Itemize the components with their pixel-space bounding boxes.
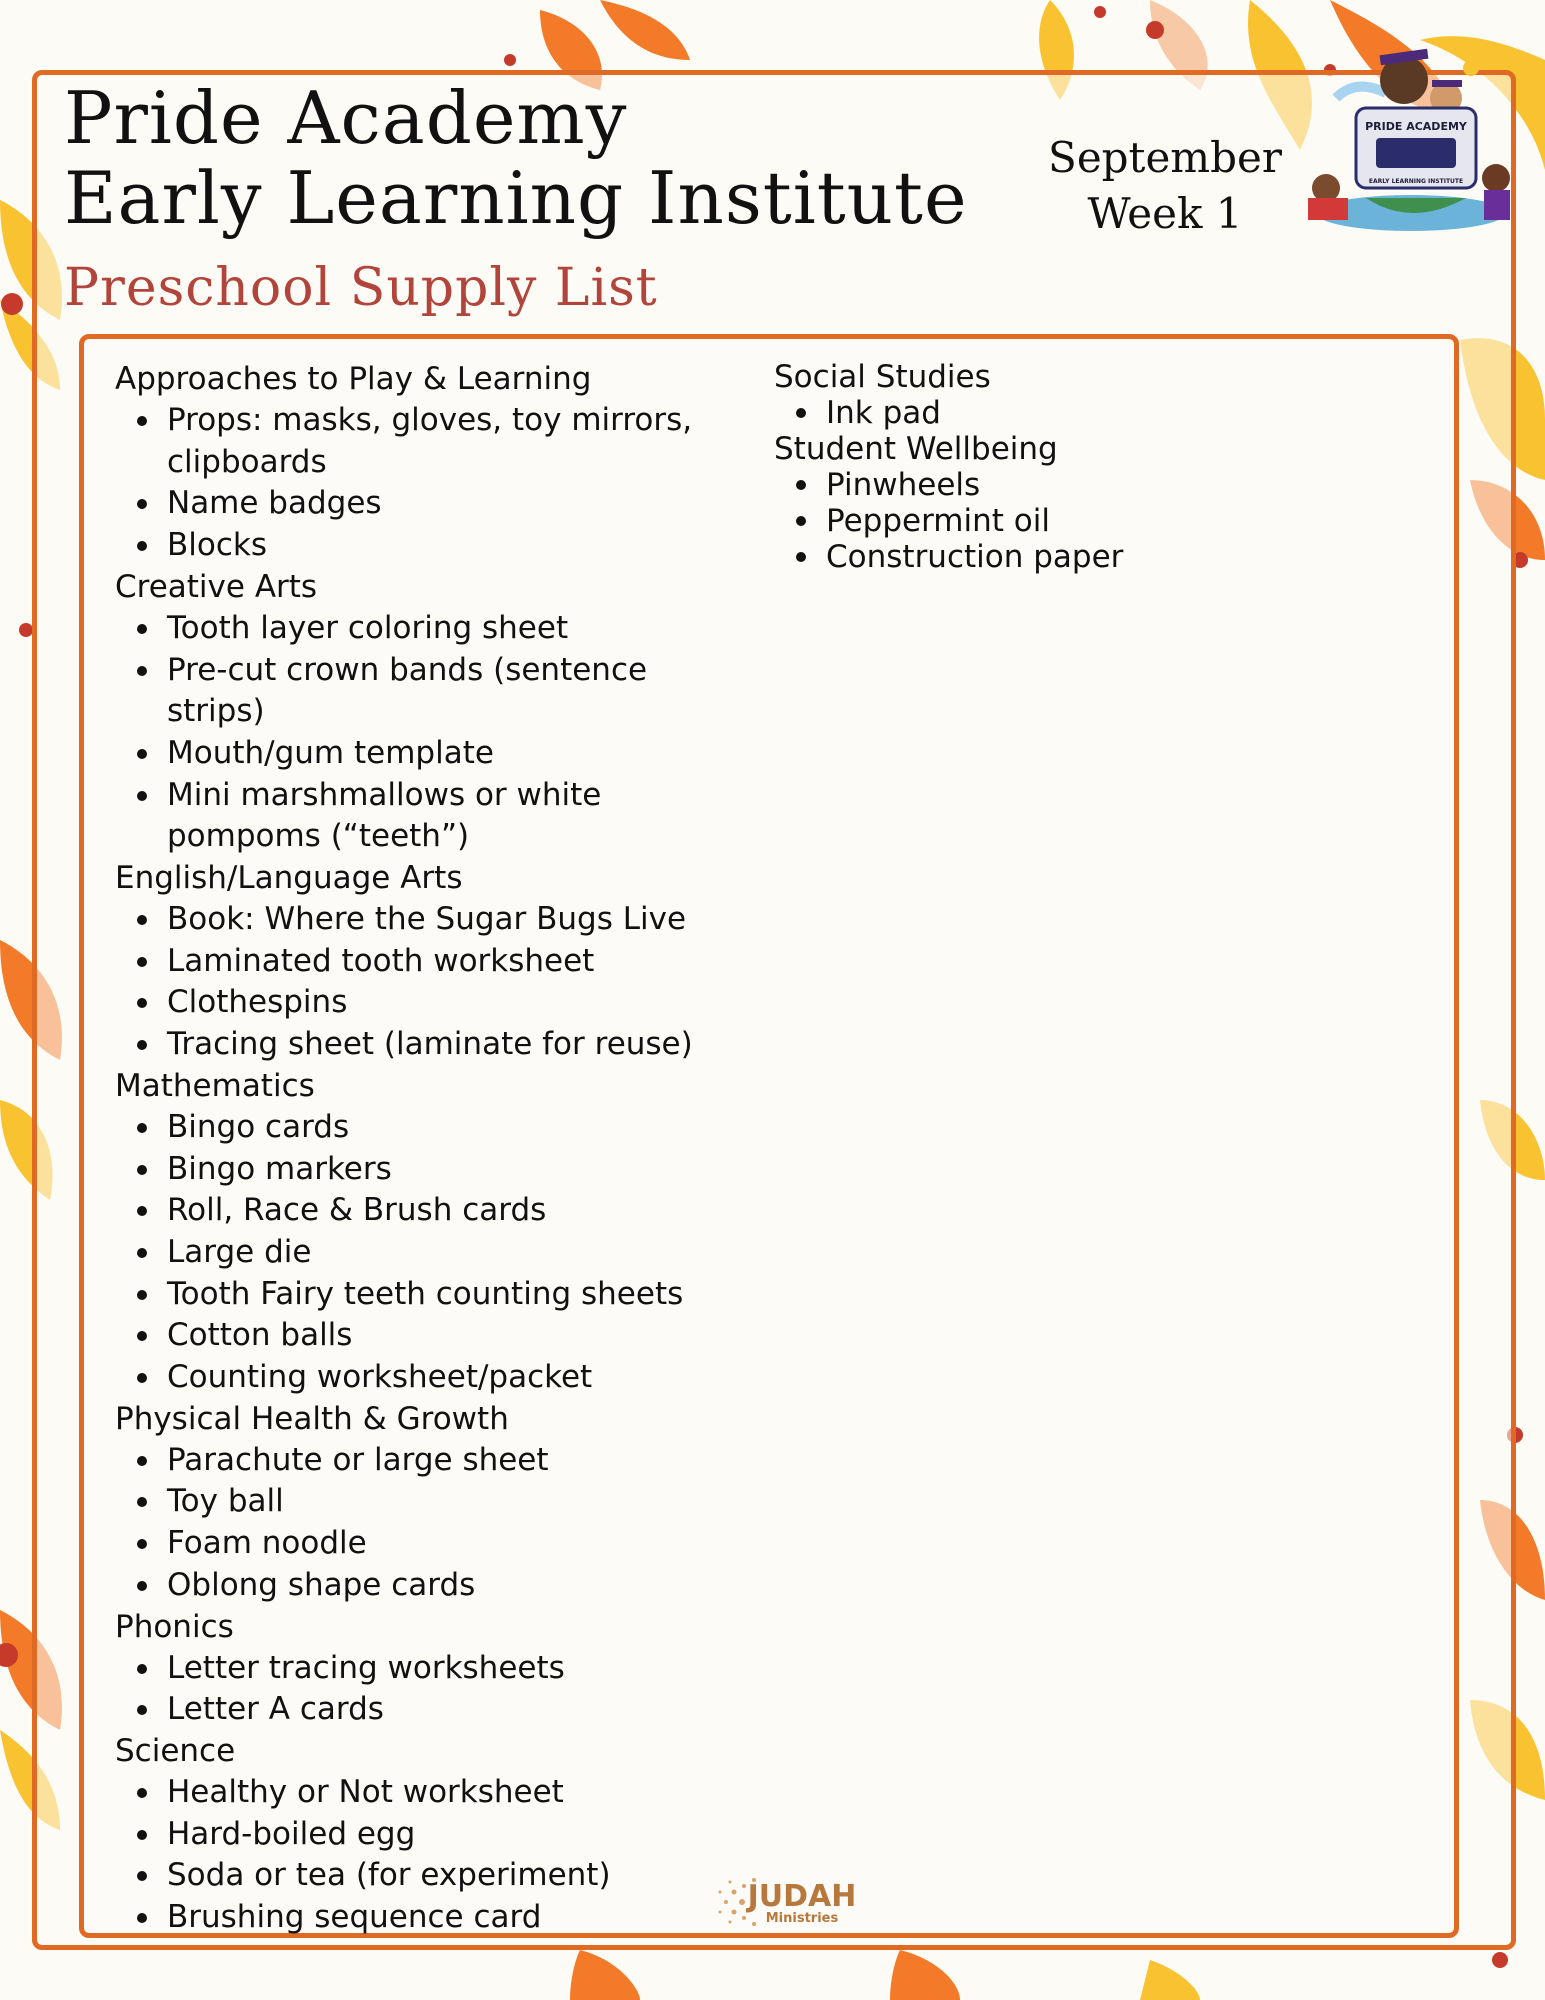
logo-text-bottom: EARLY LEARNING INSTITUTE (1368, 178, 1464, 185)
title-line-1: Pride Academy (64, 76, 628, 160)
section-english-language-arts (115, 858, 735, 1066)
page-subtitle: Preschool Supply List (64, 258, 658, 318)
month-label: September (1048, 133, 1282, 182)
supply-list-panel (79, 334, 1459, 1938)
list-item: Parachute or large sheet (167, 1440, 735, 1482)
list-item: Mouth/gum template (167, 733, 735, 775)
pride-academy-logo (1296, 38, 1526, 238)
list-item: Brushing sequence card (167, 1897, 735, 1939)
supply-list (774, 467, 1374, 575)
list-item: Foam noodle (167, 1523, 735, 1565)
logo-text-top: PRIDE ACADEMY (1365, 120, 1467, 133)
section-social-studies (774, 359, 1374, 431)
section-science (115, 1731, 735, 1939)
list-item: Peppermint oil (826, 503, 1374, 539)
list-item: Mini marshmallows or white pompoms (“teeth”) (167, 775, 735, 858)
page-title (64, 78, 968, 238)
section-heading: Creative Arts (115, 568, 318, 605)
section-physical-health-growth (115, 1399, 735, 1607)
list-item: Tooth Fairy teeth counting sheets (167, 1274, 735, 1316)
left-column (115, 359, 735, 1939)
list-item: Ink pad (826, 395, 1374, 431)
list-item: Name badges (167, 483, 735, 525)
list-item: Letter A cards (167, 1689, 735, 1731)
supply-list (115, 400, 735, 567)
supply-list (774, 395, 1374, 431)
list-item: Laminated tooth worksheet (167, 941, 735, 983)
supply-list (115, 1648, 735, 1731)
judah-ministries-logo (712, 1862, 867, 1940)
section-heading: Science (115, 1732, 236, 1769)
footer-logo-word: JUDAH (747, 1879, 857, 1914)
list-item: Pre-cut crown bands (sentence strips) (167, 650, 735, 733)
section-phonics (115, 1607, 735, 1731)
section-heading: Student Wellbeing (774, 431, 1058, 467)
title-line-2: Early Learning Institute (64, 156, 968, 240)
list-item: Soda or tea (for experiment) (167, 1855, 735, 1897)
section-heading: Mathematics (115, 1067, 315, 1104)
right-column (774, 359, 1374, 575)
section-heading: Social Studies (774, 359, 991, 395)
list-item: Bingo markers (167, 1149, 735, 1191)
list-item: Tracing sheet (laminate for reuse) (167, 1024, 735, 1066)
list-item: Roll, Race & Brush cards (167, 1190, 735, 1232)
section-student-wellbeing (774, 431, 1374, 575)
section-creative-arts (115, 567, 735, 858)
supply-list (115, 1440, 735, 1607)
list-item: Hard-boiled egg (167, 1814, 735, 1856)
leaf-bottom-cluster (570, 1950, 1200, 2000)
list-item: Oblong shape cards (167, 1565, 735, 1607)
list-item: Props: masks, gloves, toy mirrors, clipboards (167, 400, 735, 483)
list-item: Tooth layer coloring sheet (167, 608, 735, 650)
list-item: Bingo cards (167, 1107, 735, 1149)
list-item: Pinwheels (826, 467, 1374, 503)
section-heading: Phonics (115, 1608, 234, 1645)
list-item: Healthy or Not worksheet (167, 1772, 735, 1814)
supply-list (115, 608, 735, 858)
list-item: Counting worksheet/packet (167, 1357, 735, 1399)
list-item: Blocks (167, 525, 735, 567)
section-heading: Approaches to Play & Learning (115, 361, 592, 397)
list-item: Cotton balls (167, 1315, 735, 1357)
list-item: Construction paper (826, 539, 1374, 575)
section-approaches-to-play-learning (115, 359, 735, 567)
section-heading: English/Language Arts (115, 860, 463, 897)
list-item: Book: Where the Sugar Bugs Live (167, 899, 735, 941)
list-item: Clothespins (167, 982, 735, 1024)
footer-logo-sub: Ministries (765, 1911, 839, 1926)
supply-list (115, 899, 735, 1066)
section-heading: Physical Health & Growth (115, 1400, 509, 1437)
supply-list (115, 1772, 735, 1939)
list-item: Large die (167, 1232, 735, 1274)
list-item: Toy ball (167, 1481, 735, 1523)
section-mathematics (115, 1066, 735, 1399)
date-block (1040, 130, 1290, 242)
list-item: Letter tracing worksheets (167, 1648, 735, 1690)
supply-list (115, 1107, 735, 1399)
week-label: Week 1 (1087, 189, 1243, 238)
